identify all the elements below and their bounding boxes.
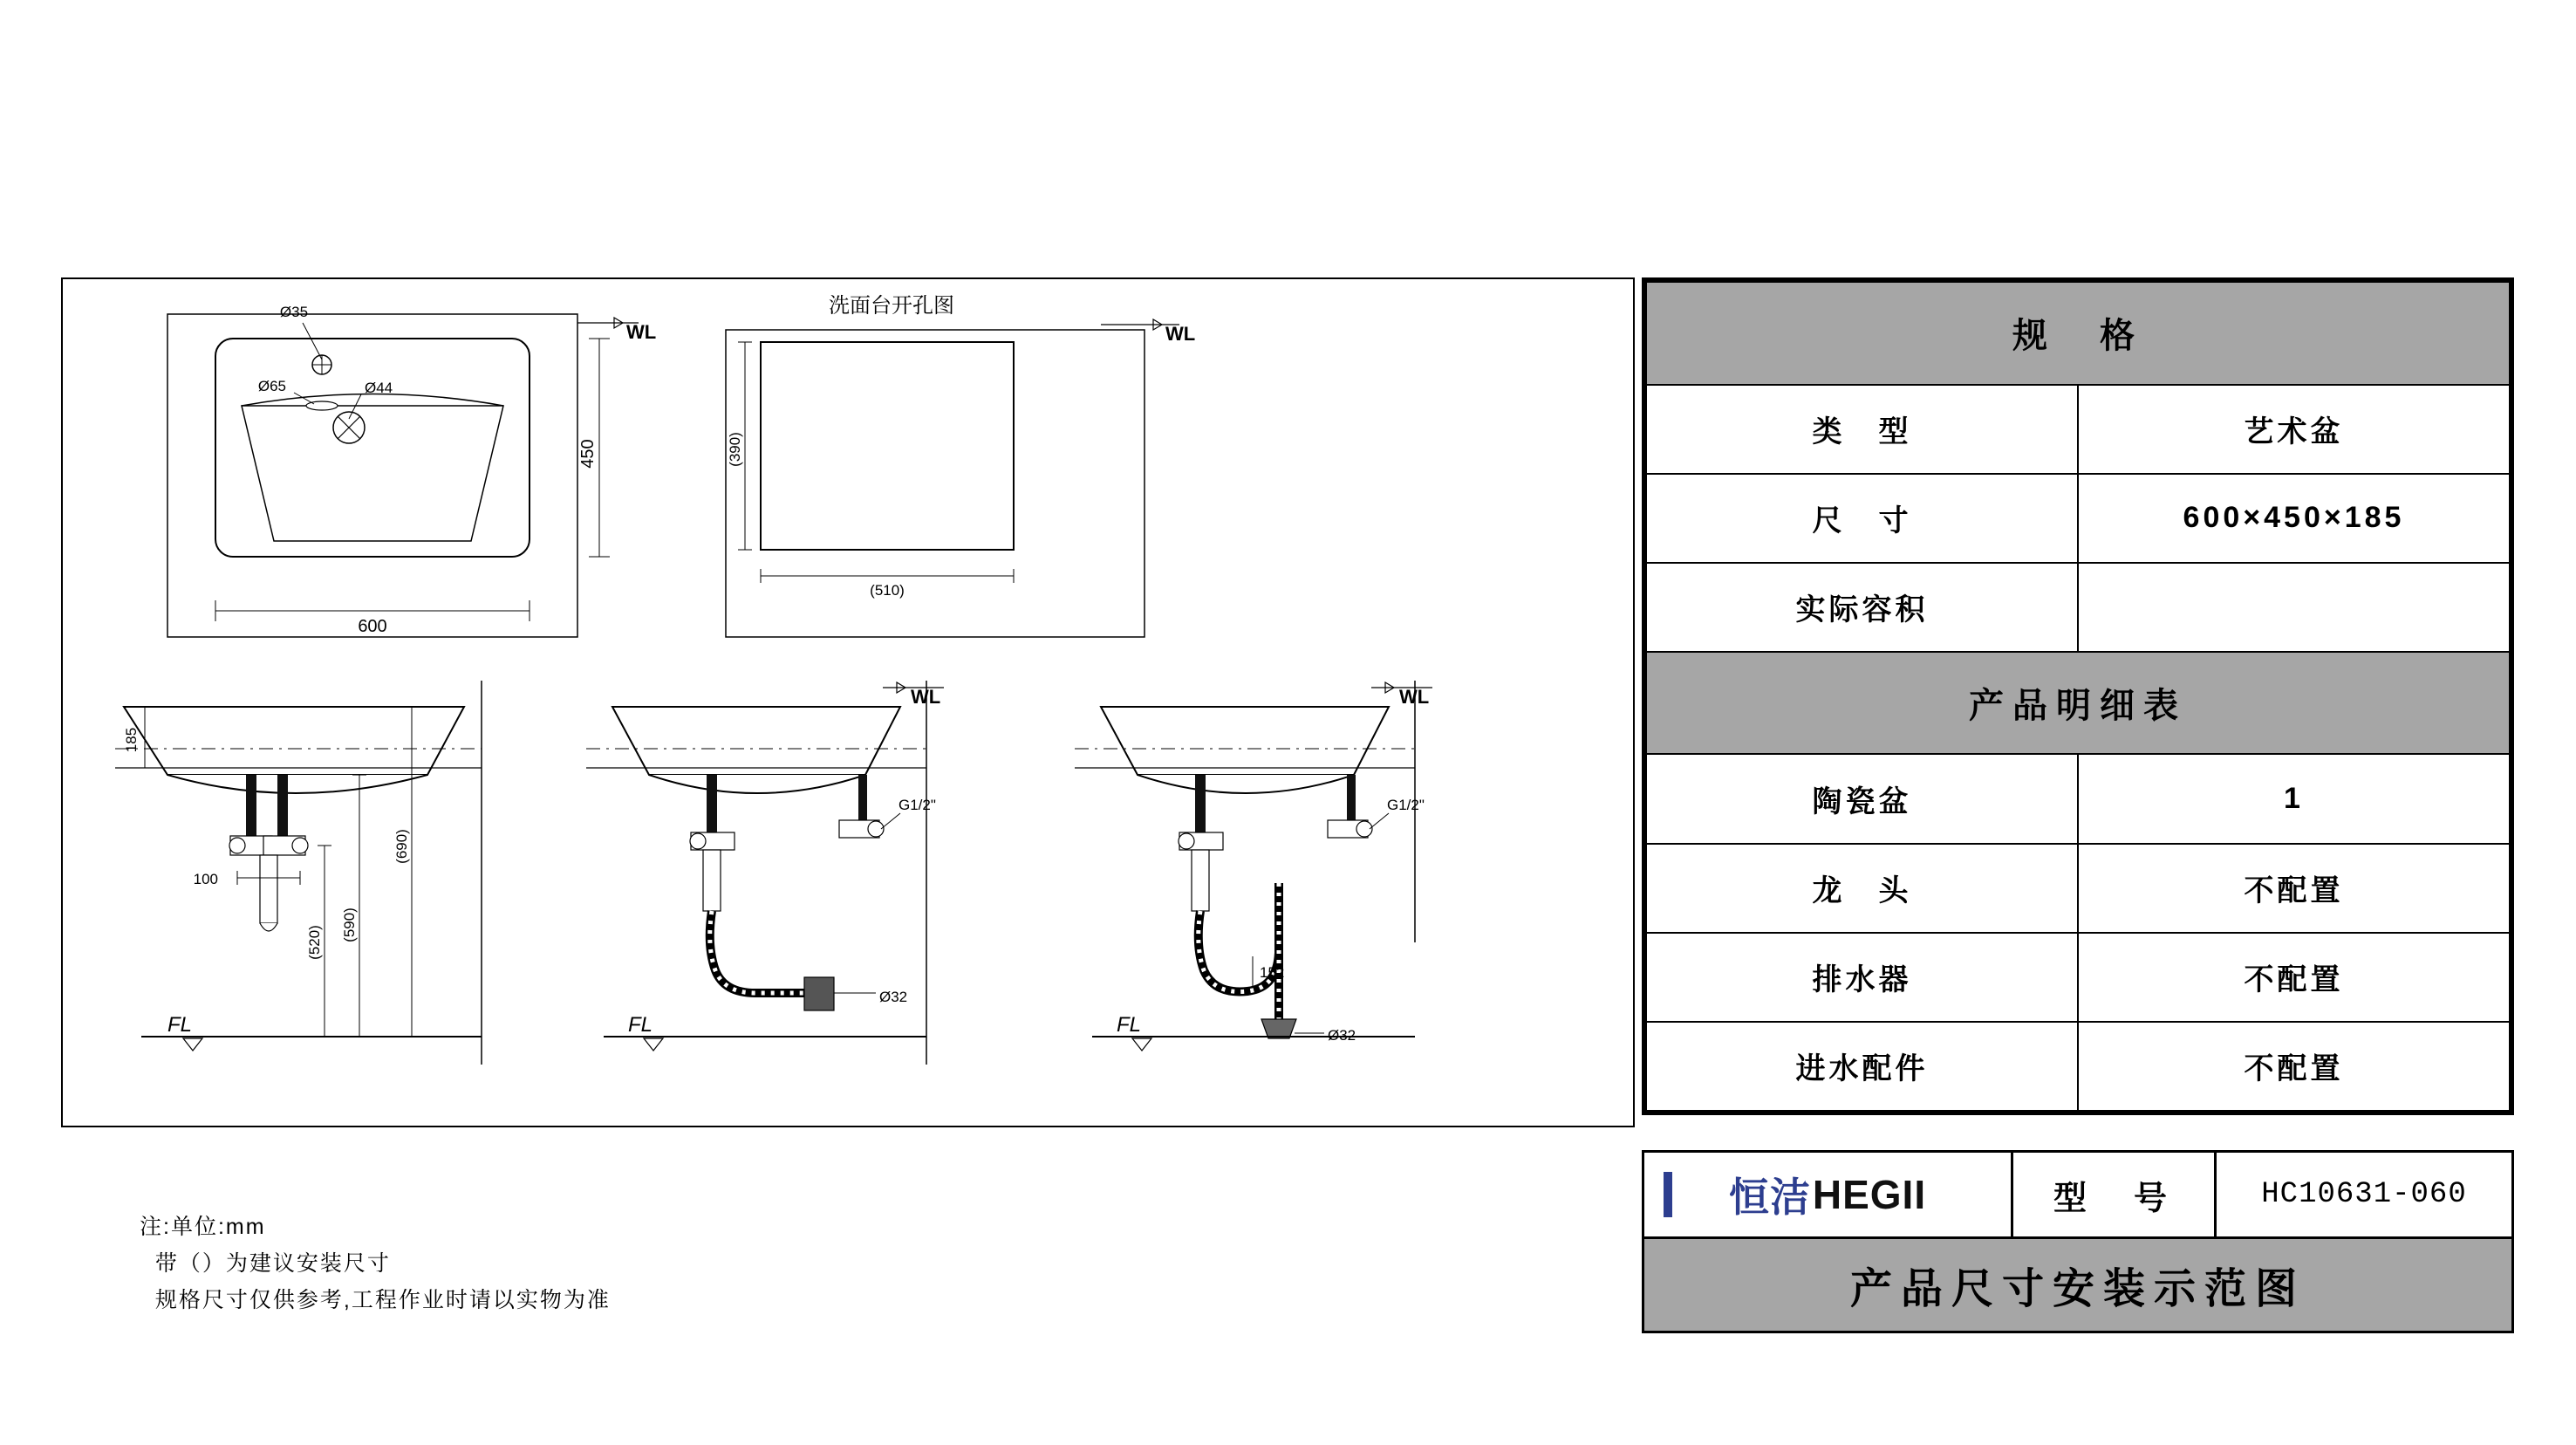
- parts-row-value-faucet: 不配置: [2078, 844, 2510, 933]
- label-fl-1: FL: [167, 1013, 193, 1037]
- label-100: 100: [193, 871, 218, 887]
- label-wl-plan: WL: [626, 321, 656, 343]
- model-value: HC10631-060: [2261, 1178, 2467, 1211]
- spec-row-value-volume: [2078, 563, 2510, 652]
- notes-block: [140, 1209, 611, 1318]
- label-185: 185: [123, 727, 140, 753]
- spec-row-value-type: 艺术盆: [2078, 385, 2510, 474]
- label-590: (590): [341, 907, 358, 942]
- logo-bar-icon: [1664, 1172, 1672, 1217]
- title-block: [1642, 1150, 2514, 1333]
- spec-row-label-volume: 实际容积: [1646, 563, 2078, 652]
- section-s-trap-view: [1040, 681, 1581, 1108]
- note-line-3: 规格尺寸仅供参考,工程作业时请以实物为准: [140, 1288, 611, 1312]
- label-690: (690): [393, 829, 410, 864]
- label-wl-3: WL: [1399, 686, 1430, 708]
- parts-row-label-faucet: 龙 头: [1646, 844, 2078, 933]
- section-p-trap-view: [551, 681, 1075, 1108]
- label-d32-2: Ø32: [879, 989, 908, 1005]
- model-label: 型 号: [2013, 1153, 2217, 1236]
- sheet-title: 产品尺寸安装示范图: [1644, 1239, 2511, 1331]
- spec-row-label-type: 类 型: [1646, 385, 2078, 474]
- note-line-1: 注:单位:mm: [140, 1215, 266, 1239]
- label-g12-2: G1/2": [899, 797, 936, 813]
- label-152: 152: [1260, 964, 1285, 981]
- parts-row-label-inlet: 进水配件: [1646, 1022, 2078, 1111]
- parts-row-label-basin: 陶瓷盆: [1646, 754, 2078, 843]
- label-fl-3: FL: [1117, 1013, 1142, 1037]
- parts-header: 产品明细表: [1646, 652, 2510, 755]
- logo-text-en: HEGII: [1812, 1172, 1927, 1217]
- parts-row-value-inlet: 不配置: [2078, 1022, 2510, 1111]
- plan-view-basin: [115, 288, 656, 654]
- label-depth-450: 450: [578, 439, 598, 469]
- label-g12-3: G1/2": [1387, 797, 1425, 813]
- brand-logo: [1644, 1153, 2013, 1236]
- label-d32-3: Ø32: [1328, 1027, 1356, 1044]
- drawing-panel: [61, 277, 1635, 1127]
- cutout-title: 洗面台开孔图: [829, 294, 954, 318]
- note-line-2: 带（）为建议安装尺寸: [140, 1251, 391, 1276]
- label-520: (520): [306, 925, 323, 960]
- parts-row-value-basin: 1: [2078, 754, 2510, 843]
- label-cutout-h: (390): [727, 432, 743, 467]
- elevation-front-view: [115, 681, 604, 1108]
- spec-row-value-size: 600×450×185: [2078, 474, 2510, 563]
- logo-text-cn: 恒洁: [1728, 1174, 1811, 1220]
- spec-table: [1642, 277, 2514, 1115]
- spec-row-label-size: 尺 寸: [1646, 474, 2078, 563]
- label-wl-cutout: WL: [1165, 323, 1196, 345]
- label-d65: Ø65: [257, 378, 286, 394]
- parts-row-label-drainer: 排水器: [1646, 933, 2078, 1022]
- label-cutout-w: (510): [870, 582, 905, 599]
- parts-row-value-drainer: 不配置: [2078, 933, 2510, 1022]
- label-width-600: 600: [358, 617, 387, 636]
- spec-header: 规 格: [1646, 282, 2510, 385]
- label-wl-2: WL: [911, 686, 941, 708]
- label-fl-2: FL: [628, 1013, 653, 1037]
- label-d44: Ø44: [365, 380, 393, 396]
- counter-cutout-view: [691, 288, 1232, 654]
- label-d35: Ø35: [279, 304, 309, 320]
